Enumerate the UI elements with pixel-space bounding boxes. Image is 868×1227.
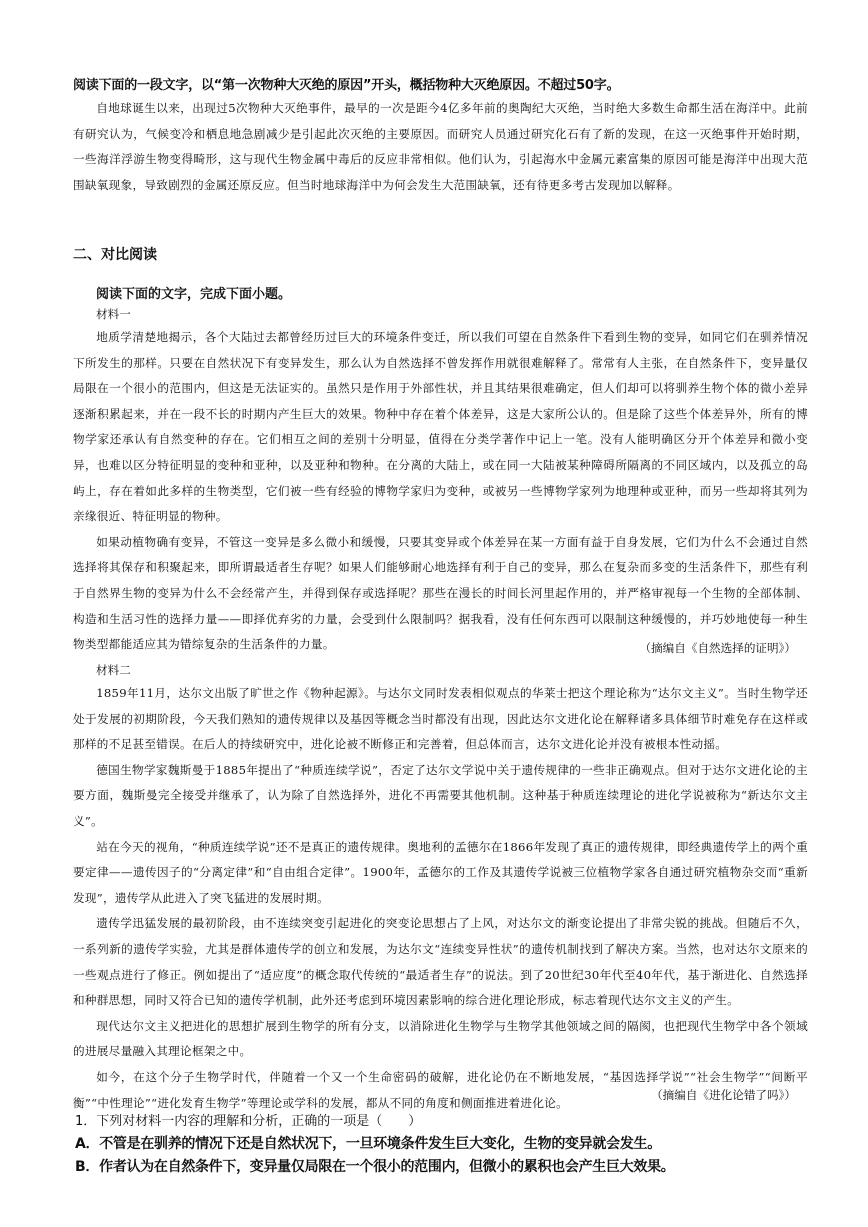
answer-option-b[interactable]: B．作者认为在自然条件下，变异量仅局限在一个很小的范围内，但微小的累积也会产生巨大效果。 bbox=[75, 1159, 675, 1175]
material-paragraph: 如今，在这个分子生物学时代，伴随着一个又一个生命密码的破解，进化论仍在不断地发展，“基因选择学说”“社会生物学”“间断平衡”“中性理论”“进化发育生物学”等理论或学科的发展，都从不同的角度和侧面推进着进化论。 bbox=[73, 1069, 808, 1110]
passage-extinction bbox=[73, 96, 808, 198]
answer-option-a[interactable]: A．不管是在驯养的情况下还是自然状况下，一旦环境条件发生巨大变化，生物的变异就会发生。 bbox=[75, 1136, 661, 1152]
material-two-text bbox=[73, 681, 808, 1116]
task-prompt: 阅读下面的一段文字，以“第一次物种大灭绝的原因”开头，概括物种大灭绝原因。不超过50字。 bbox=[73, 78, 620, 93]
material-paragraph: 地质学清楚地揭示，各个大陆过去都曾经历过巨大的环境条件变迁，所以我们可望在自然条件下看到生物的变异，如同它们在驯养情况下所发生的那样。只要在自然状况下有变异发生，那么认为自然选择不曾发挥作用就很难解释了。常常有人主张，在自然条件下，变异量仅局限在一个很小的范围内，但这是无法证实的。虽然只是作用于外部性状，并且其结果很难确定，但人们却可以将驯养生物个体的微小差异逐渐积累起来，并在一段不长的时期内产生巨大的效果。物种中存在着个体差异，这是大家所公认的。但是除了这些个体差异外，所有的博物学家还承认有自然变种的存在。它们相互之间的差别十分明显，值得在分类学著作中记上一笔。没有人能明确区分开个体差异和微小变异，也难以区分特征明显的变种和亚种，以及亚种和物种。在分离的大陆上，或在同一大陆被某种障碍所隔离的不同区域内，以及孤立的岛屿上，存在着如此多样的生物类型，它们被一些有经验的博物学家归为变种，或被另一些博物学家列为地理种或亚种，而另一些却将其列为亲缘很近、特征明显的物种。 bbox=[73, 330, 808, 524]
material-paragraph: 遗传学迅猛发展的最初阶段，由不连续突变引起进化的突变论思想占了上风，对达尔文的渐变论提出了非常尖锐的挑战。但随后不久，一系列新的遗传学实验，尤其是群体遗传学的创立和发展，为达尔文“连续变异性状”的遗传机制找到了解决方案。当然，也对达尔文原来的一些观点进行了修正。例如提出了“适应度”的概念取代传统的“最适者生存”的说法。到了20世纪30年代至40年代，基于渐进化、自然选择和种群思想，同时又符合已知的遗传学机制，此外还考虑到环境因素影响的综合进化理论形成，标志着现代达尔文主义的产生。 bbox=[73, 916, 808, 1008]
material-paragraph: 1859年11月，达尔文出版了旷世之作《物种起源》。与达尔文同时发表相似观点的华莱士把这个理论称为“达尔文主义”。当时生物学还处于发展的初期阶段，今天我们熟知的遗传规律以及基因等概念当时都没有出现，因此达尔文进化论在解释诸多具体细节时难免存在这样或那样的不足甚至错误。在后人的持续研究中，进化论被不断修正和完善着，但总体而言，达尔文进化论并没有被根本性动摇。 bbox=[73, 686, 808, 752]
source-citation: （摘编自《进化论错了吗》） bbox=[651, 1088, 796, 1102]
material-paragraph: 如果动植物确有变异，不管这一变异是多么微小和缓慢，只要其变异或个体差异在某一方面有益于自身发展，它们为什么不会通过自然选择将其保存和积聚起来，即所谓最适者生存呢？如果人们能够耐心地选择有利于自己的变异，那么在复杂而多变的生活条件下，那些有利于自然界生物的变异为什么不会经常产生，并得到保存或选择呢？那些在漫长的时间长河里起作用的，并严格审视每一个生物的全部体制、构造和生活习性的选择力量——即择优弃劣的力量，会受到什么限制吗？据我看，没有任何东西可以限制这种缓慢的，并巧妙地使每一种生物类型都能适应其为错综复杂的生活条件的力量。 bbox=[73, 534, 808, 652]
material-one-text bbox=[73, 325, 808, 658]
material-paragraph: 现代达尔文主义把进化的思想扩展到生物学的所有分支，以消除进化生物学与生物学其他领域之间的隔阂，也把现代生物学中各个领域的进展尽量融入其理论框架之中。 bbox=[73, 1018, 808, 1059]
material-label: 材料二 bbox=[96, 663, 131, 677]
material-paragraph: 德国生物学家魏斯曼于1885年提出了“种质连续学说”，否定了达尔文学说中关于遗传规律的一些非正确观点。但对于达尔文进化论的主要方面，魏斯曼完全接受并继承了，认为除了自然选择外，进化不再需要其他机制。这种基于种质连续理论的进化学说被称为“新达尔文主义”。 bbox=[73, 762, 808, 828]
instruction: 阅读下面的文字，完成下面小题。 bbox=[96, 287, 292, 302]
passage-paragraph: 自地球诞生以来，出现过5次物种大灭绝事件，最早的一次是距今4亿多年前的奥陶纪大灭绝，当时绝大多数生命都生活在海洋中。此前有研究认为，气候变冷和栖息地急剧减少是引起此次灭绝的主要原因。而研究人员通过研究化石有了新的发现，在这一灭绝事件开始时期，一些海洋浮游生物变得畸形，这与现代生物金属中毒后的反应非常相似。他们认为，引起海水中金属元素富集的原因可能是海洋中出现大范围缺氧现象，导致剧烈的金属还原反应。但当时地球海洋中为何会发生大范围缺氧，还有待更多考古发现加以解释。 bbox=[73, 101, 808, 192]
source-citation: （摘编自《自然选择的证明》） bbox=[639, 641, 796, 655]
question-stem: 1．下列对材料一内容的理解和分析，正确的一项是（ ） bbox=[75, 1114, 422, 1129]
material-label: 材料一 bbox=[96, 307, 131, 321]
section-title: 二、对比阅读 bbox=[73, 247, 157, 263]
material-paragraph: 站在今天的视角，“种质连续学说”还不是真正的遗传规律。奥地利的孟德尔在1866年发现了真正的遗传规律，即经典遗传学上的两个重要定律——遗传因子的“分离定律”和“自由组合定律”。1900年，孟德尔的工作及其遗传学说被三位植物学家各自通过研究植物杂交而“重新发现”，遗传学从此进入了突飞猛进的发展时期。 bbox=[73, 839, 808, 905]
